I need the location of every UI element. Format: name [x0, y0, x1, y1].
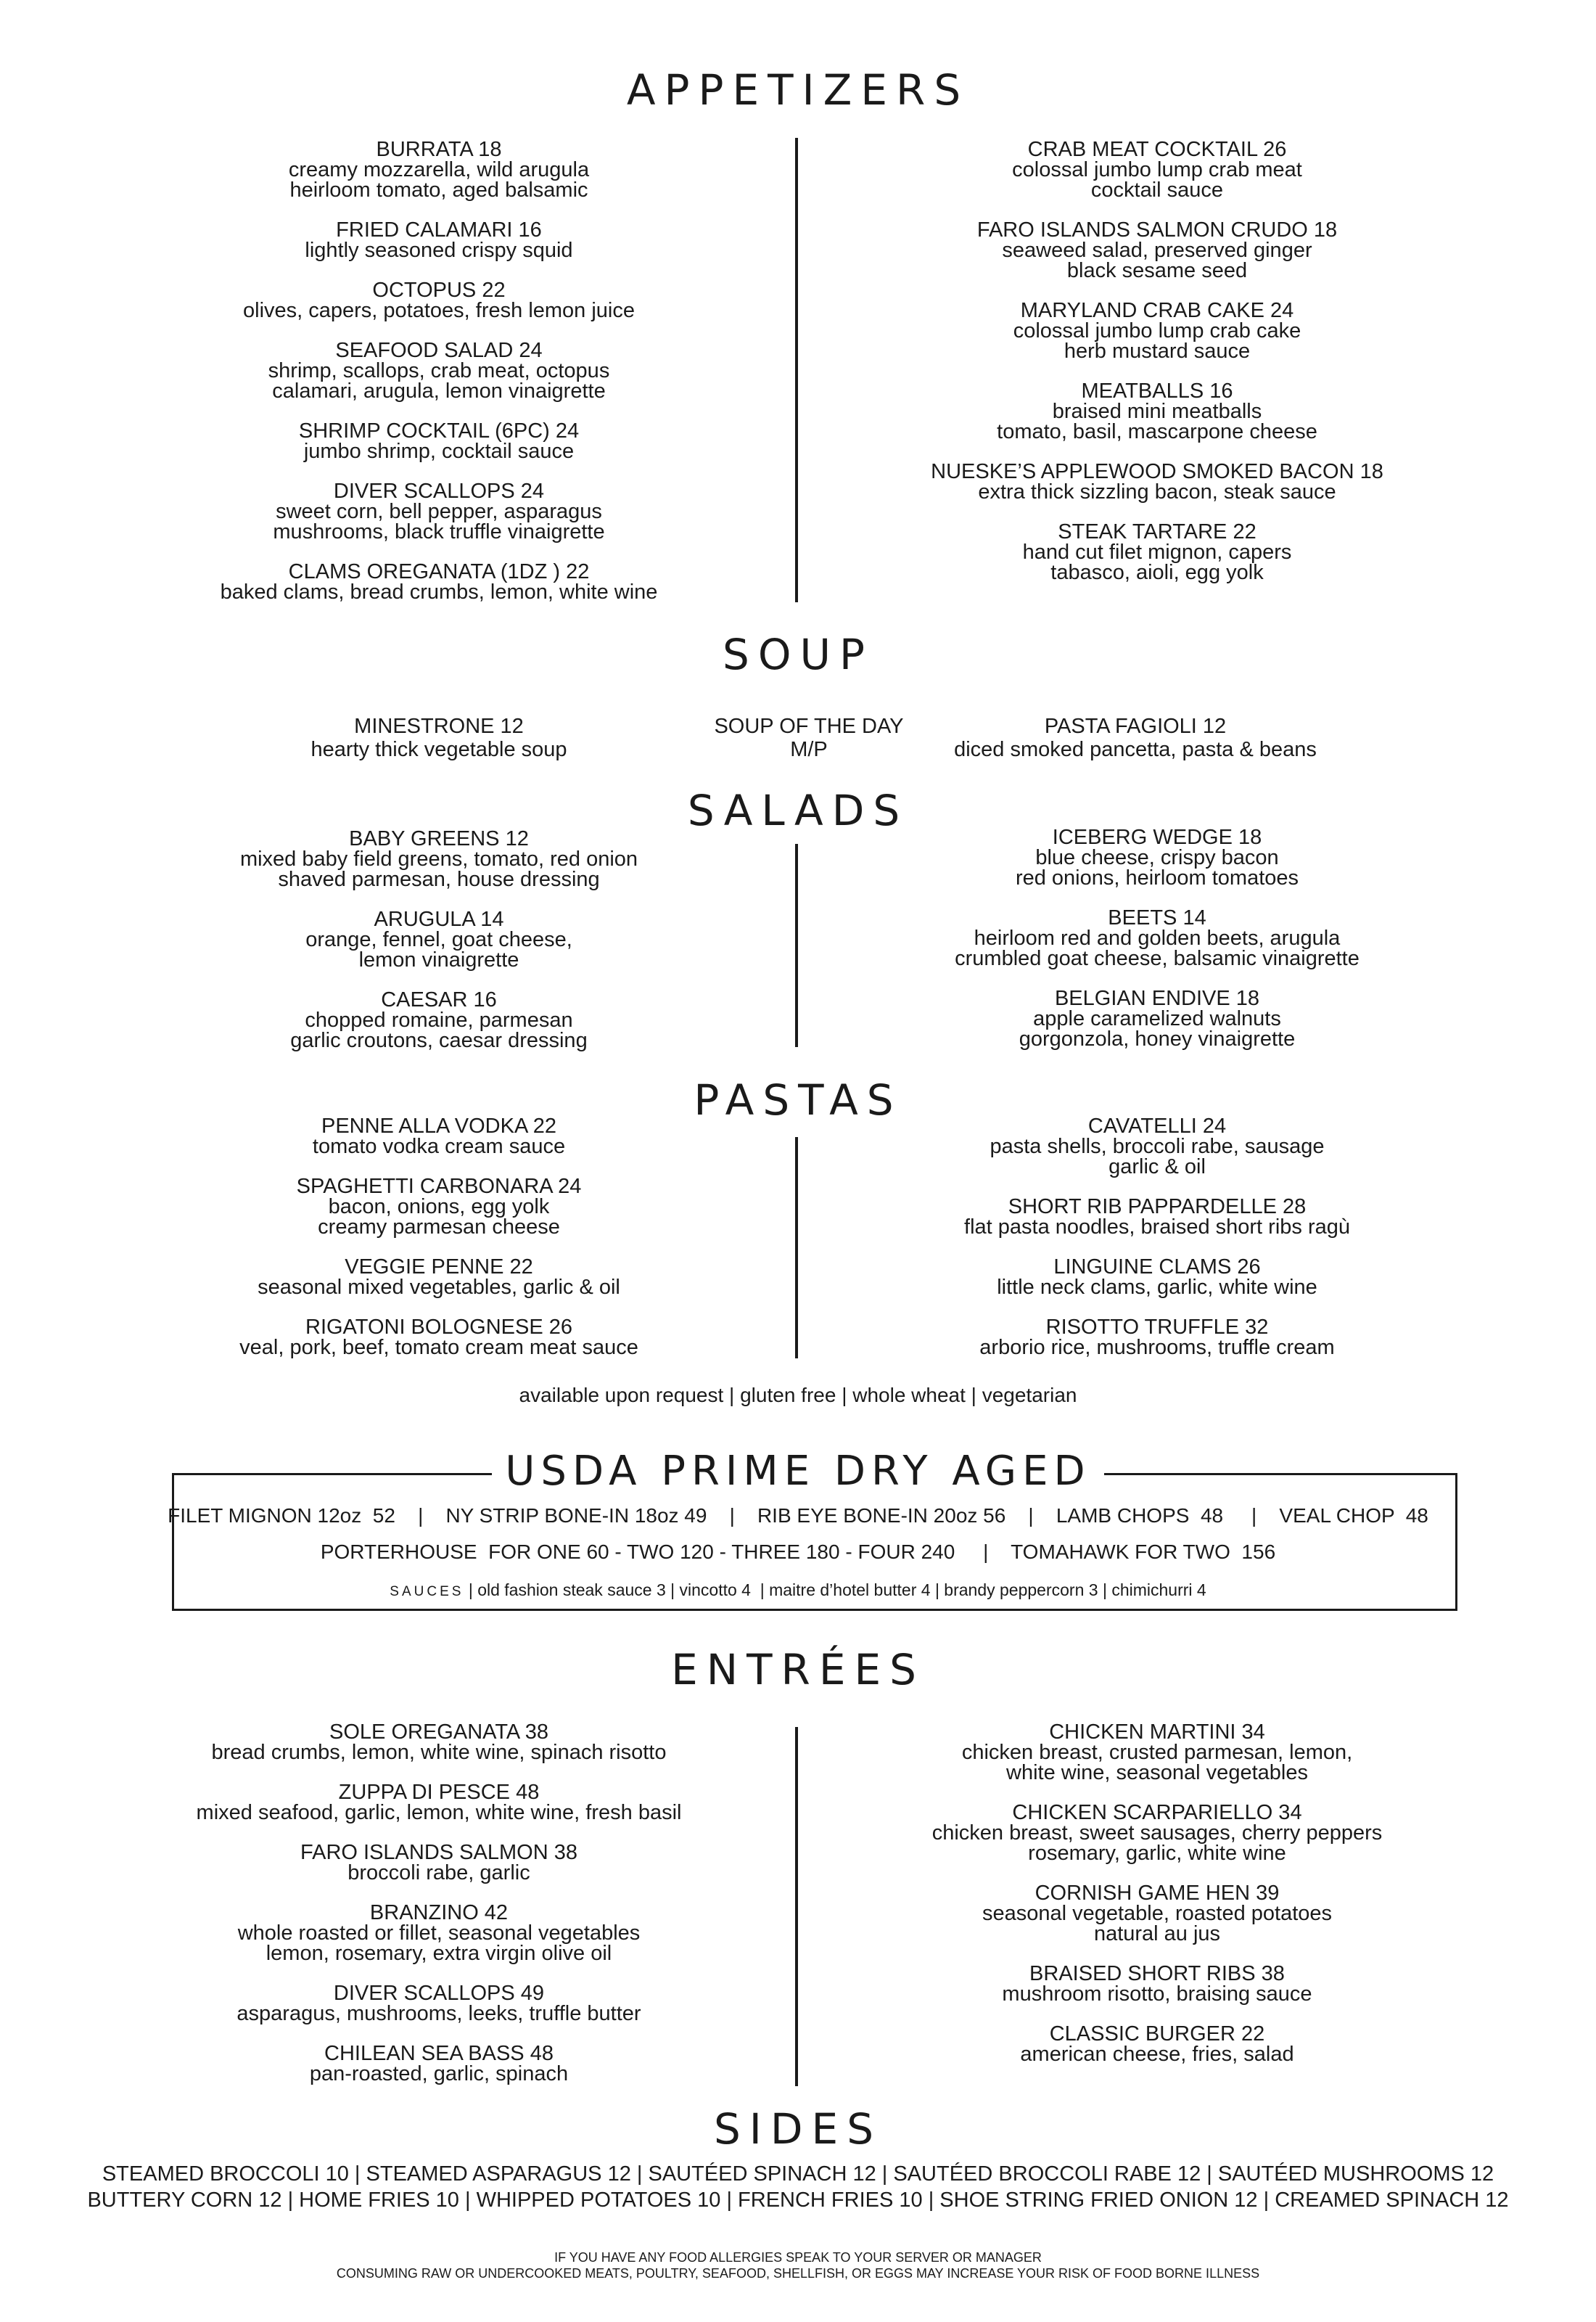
menu-item-description: garlic & oil — [1108, 1155, 1206, 1178]
entrees-right-column — [860, 1722, 1455, 2084]
menu-item — [145, 1782, 733, 1823]
menu-item-name: BURRATA 18 — [376, 138, 502, 161]
appetizers-right-column — [860, 139, 1455, 602]
menu-item-name: CAESAR 16 — [381, 988, 497, 1012]
menu-item-name: CLAMS OREGANATA (1DZ ) 22 — [288, 560, 590, 583]
menu-item-description: chicken breast, sweet sausages, cherry peppers — [931, 1821, 1383, 1845]
menu-item — [860, 1883, 1455, 1944]
menu-item-name: STEAK TARTARE 22 — [1058, 520, 1256, 543]
menu-item-description: mushrooms, black truffle vinaigrette — [273, 520, 605, 543]
sauces-label: SAUCES — [390, 1584, 464, 1599]
menu-item — [145, 139, 733, 200]
prime-steaks-row-1: FILET MIGNON 12oz 52 | NY STRIP BONE-IN 18oz 49 | RIB EYE BONE-IN 20oz 56 | LAMB CHOPS 48 | VEAL CHOP 48 — [168, 1504, 1428, 1527]
menu-item-description: black sesame seed — [1066, 259, 1248, 282]
menu-item-name: CLASSIC BURGER 22 — [1049, 2022, 1265, 2046]
menu-item-description: tomato, basil, mascarpone cheese — [997, 420, 1317, 443]
pastas-heading: PASTAS — [694, 1075, 902, 1125]
menu-item-description: chicken breast, crusted parmesan, lemon, — [961, 1741, 1353, 1764]
menu-item-description: mushroom risotto, braising sauce — [1002, 1982, 1312, 2006]
menu-item-description: chopped romaine, parmesan — [305, 1009, 573, 1032]
menu-item — [145, 1983, 733, 2024]
menu-item — [860, 1116, 1455, 1177]
menu-item-description: broccoli rabe, garlic — [347, 1861, 530, 1884]
salads-left-column — [145, 829, 733, 1070]
menu-item — [860, 1257, 1455, 1297]
menu-item — [145, 1842, 733, 1883]
menu-item-description: flat pasta noodles, braised short ribs ragù — [964, 1215, 1350, 1239]
menu-item-name: RISOTTO TRUFFLE 32 — [1045, 1316, 1269, 1339]
menu-item — [145, 340, 733, 401]
soup-item-desc: M/P — [790, 738, 828, 761]
menu-item — [860, 988, 1455, 1049]
menu-item — [145, 990, 733, 1051]
soup-item-name: PASTA FAGIOLI 12 — [1044, 715, 1227, 738]
menu-item-description: seaweed salad, preserved ginger — [1002, 239, 1312, 262]
menu-item-name: SOLE OREGANATA 38 — [329, 1720, 548, 1744]
menu-item — [145, 562, 733, 602]
menu-item-name: BEETS 14 — [1108, 906, 1206, 930]
menu-item-description: white wine, seasonal vegetables — [1006, 1761, 1308, 1784]
menu-item-description: calamari, arugula, lemon vinaigrette — [272, 380, 606, 403]
footer-allergy-line: IF YOU HAVE ANY FOOD ALLERGIES SPEAK TO YOUR SERVER OR MANAGER — [554, 2250, 1042, 2265]
menu-item-name: ARUGULA 14 — [374, 908, 504, 931]
menu-item-description: pasta shells, broccoli rabe, sausage — [990, 1135, 1325, 1158]
menu-item-description: olives, capers, potatoes, fresh lemon juice — [243, 299, 635, 322]
menu-item — [860, 827, 1455, 888]
menu-item-name: ZUPPA DI PESCE 48 — [338, 1781, 540, 1804]
menu-item-description: shrimp, scallops, crab meat, octopus — [268, 359, 610, 382]
menu-item-description: whole roasted or fillet, seasonal vegetables — [237, 1921, 641, 1945]
prime-sauces-row — [0, 1580, 1596, 1600]
menu-item-name: LINGUINE CLAMS 26 — [1053, 1255, 1261, 1279]
menu-item-description: lemon vinaigrette — [358, 948, 519, 972]
pastas-left-column — [145, 1116, 733, 1377]
menu-item-description: pan-roasted, garlic, spinach — [309, 2062, 569, 2085]
appetizers-heading: APPETIZERS — [626, 65, 970, 115]
menu-item-description: lemon, rosemary, extra virgin olive oil — [266, 1942, 612, 1965]
menu-item-description: red onions, heirloom tomatoes — [1015, 866, 1299, 890]
entrees-divider — [795, 1727, 798, 2086]
menu-item-name: FARO ISLANDS SALMON 38 — [300, 1841, 577, 1864]
menu-item-description: american cheese, fries, salad — [1020, 2043, 1294, 2066]
menu-item-description: shaved parmesan, house dressing — [278, 868, 600, 891]
sides-row-2: BUTTERY CORN 12 | HOME FRIES 10 | WHIPPED POTATOES 10 | FRENCH FRIES 10 | SHOE STRING FRIED ONION 12 | CREAMED SPINACH 12 — [87, 2188, 1509, 2212]
menu-item-description: arborio rice, mushrooms, truffle cream — [979, 1336, 1335, 1359]
menu-item-description: lightly seasoned crispy squid — [305, 239, 573, 262]
sides-heading: SIDES — [713, 2104, 883, 2154]
menu-item — [860, 1197, 1455, 1237]
menu-item-name: MARYLAND CRAB CAKE 24 — [1020, 299, 1294, 322]
menu-item-name: ICEBERG WEDGE 18 — [1052, 826, 1262, 849]
menu-item — [145, 1317, 733, 1358]
menu-item-name: NUESKE’S APPLEWOOD SMOKED BACON 18 — [931, 460, 1383, 483]
pastas-right-column — [860, 1116, 1455, 1377]
menu-item-description: seasonal mixed vegetables, garlic & oil — [258, 1276, 620, 1299]
menu-item-description: seasonal vegetable, roasted potatoes — [982, 1902, 1333, 1925]
menu-item-name: PENNE ALLA VODKA 22 — [321, 1115, 556, 1138]
menu-item — [860, 1802, 1455, 1863]
menu-item-name: RIGATONI BOLOGNESE 26 — [305, 1316, 572, 1339]
salads-right-column — [860, 827, 1455, 1069]
soup-item-desc: hearty thick vegetable soup — [310, 738, 567, 761]
menu-item — [860, 139, 1455, 200]
menu-item-description: colossal jumbo lump crab cake — [1013, 319, 1301, 342]
menu-item — [145, 1722, 733, 1763]
menu-item — [860, 1317, 1455, 1358]
menu-item-description: gorgonzola, honey vinaigrette — [1019, 1027, 1296, 1051]
allergy-footer — [0, 2249, 1596, 2281]
menu-item-name: DIVER SCALLOPS 24 — [333, 480, 545, 503]
menu-item-description: mixed seafood, garlic, lemon, white wine, fresh basil — [196, 1801, 682, 1824]
menu-item — [145, 1903, 733, 1964]
menu-item-description: creamy mozzarella, wild arugula — [288, 158, 590, 181]
menu-item — [145, 280, 733, 321]
soup-item-name: MINESTRONE 12 — [354, 715, 524, 738]
menu-item — [860, 1964, 1455, 2004]
menu-item-description: colossal jumbo lump crab meat — [1012, 158, 1302, 181]
menu-item-description: rosemary, garlic, white wine — [1028, 1842, 1286, 1865]
menu-item-name: SEAFOOD SALAD 24 — [335, 339, 543, 362]
menu-item-description: tomato vodka cream sauce — [312, 1135, 566, 1158]
salads-divider — [795, 844, 798, 1047]
menu-item-name: SHRIMP COCKTAIL (6PC) 24 — [298, 419, 580, 443]
menu-item-description: little neck clams, garlic, white wine — [997, 1276, 1317, 1299]
entrees-heading: ENTRÉES — [671, 1645, 925, 1694]
footer-raw-food-warning: CONSUMING RAW OR UNDERCOOKED MEATS, POULTRY, SEAFOOD, SHELLFISH, OR EGGS MAY INCREASE YOUR RISK OF FOOD BORNE ILLNESS — [336, 2266, 1260, 2281]
menu-item-description: herb mustard sauce — [1064, 340, 1251, 363]
menu-item-name: CHICKEN MARTINI 34 — [1049, 1720, 1265, 1744]
menu-item-name: BABY GREENS 12 — [349, 827, 529, 850]
menu-item-description: apple caramelized walnuts — [1033, 1007, 1281, 1030]
menu-item — [145, 481, 733, 542]
menu-item-name: SPAGHETTI CARBONARA 24 — [296, 1175, 582, 1198]
menu-item-name: DIVER SCALLOPS 49 — [333, 1982, 545, 2005]
menu-item-description: blue cheese, crispy bacon — [1035, 846, 1279, 869]
menu-item — [145, 220, 733, 260]
pastas-divider — [795, 1137, 798, 1358]
menu-item-name: MEATBALLS 16 — [1081, 380, 1233, 403]
menu-item-description: crumbled goat cheese, balsamic vinaigrette — [955, 947, 1360, 970]
menu-item — [860, 1722, 1455, 1783]
menu-item-name: BRANZINO 42 — [369, 1901, 509, 1924]
menu-item-description: asparagus, mushrooms, leeks, truffle butter — [236, 2002, 641, 2025]
menu-item — [860, 522, 1455, 583]
menu-item-name: SHORT RIB PAPPARDELLE 28 — [1008, 1195, 1307, 1218]
menu-item — [145, 829, 733, 890]
menu-item-description: extra thick sizzling bacon, steak sauce — [978, 480, 1336, 504]
menu-item-description: orange, fennel, goat cheese, — [305, 928, 572, 951]
menu-item — [860, 908, 1455, 969]
menu-item — [145, 909, 733, 970]
menu-item-name: BELGIAN ENDIVE 18 — [1054, 987, 1260, 1010]
menu-item-description: tabasco, aioli, egg yolk — [1050, 561, 1264, 584]
menu-item-name: CHICKEN SCARPARIELLO 34 — [1012, 1801, 1302, 1824]
prime-title — [0, 1448, 1596, 1495]
menu-item-description: bread crumbs, lemon, white wine, spinach risotto — [211, 1741, 667, 1764]
menu-item — [860, 381, 1455, 442]
menu-item-description: cocktail sauce — [1090, 179, 1224, 202]
menu-item-name: CRAB MEAT COCKTAIL 26 — [1027, 138, 1287, 161]
menu-item — [860, 220, 1455, 281]
menu-item — [145, 421, 733, 461]
prime-steaks-row-2: PORTERHOUSE FOR ONE 60 - TWO 120 - THREE 180 - FOUR 240 | TOMAHAWK FOR TWO 156 — [320, 1541, 1276, 1563]
prime-title-text: USDA PRIME DRY AGED — [492, 1448, 1103, 1495]
soup-item-desc: diced smoked pancetta, pasta & beans — [954, 738, 1317, 761]
menu-item — [145, 1116, 733, 1157]
menu-item — [145, 1257, 733, 1297]
soup-item-name: SOUP OF THE DAY — [714, 715, 904, 738]
menu-item-description: mixed baby field greens, tomato, red onion — [239, 848, 638, 871]
sauces-list: | old fashion steak sauce 3 | vincotto 4 | maitre d’hotel butter 4 | brandy peppercorn 3 | chimichurri 4 — [464, 1580, 1206, 1599]
menu-item-name: OCTOPUS 22 — [372, 279, 506, 302]
menu-item-description: heirloom tomato, aged balsamic — [289, 179, 588, 202]
menu-item-description: bacon, onions, egg yolk — [328, 1195, 550, 1218]
soup-item-pasta-fagioli — [881, 715, 1389, 761]
menu-item — [145, 1176, 733, 1237]
menu-item-description: braised mini meatballs — [1052, 400, 1262, 423]
menu-item-name: VEGGIE PENNE 22 — [345, 1255, 533, 1279]
menu-item-name: CHILEAN SEA BASS 48 — [324, 2042, 554, 2065]
menu-item-description: heirloom red and golden beets, arugula — [974, 927, 1341, 950]
menu-item-name: FRIED CALAMARI 16 — [336, 218, 542, 242]
menu-item-description: jumbo shrimp, cocktail sauce — [303, 440, 575, 463]
sides-row-1: STEAMED BROCCOLI 10 | STEAMED ASPARAGUS 12 | SAUTÉED SPINACH 12 | SAUTÉED BROCCOLI RABE 12 | SAUTÉED MUSHROOMS 12 — [102, 2162, 1494, 2186]
entrees-left-column — [145, 1722, 733, 2104]
menu-item-name: FARO ISLANDS SALMON CRUDO 18 — [976, 218, 1338, 242]
menu-item-description: natural au jus — [1093, 1922, 1221, 1945]
menu-item — [860, 300, 1455, 361]
menu-item-description: hand cut filet mignon, capers — [1022, 541, 1292, 564]
soup-item-minestrone — [221, 715, 657, 761]
pastas-dietary-note: available upon request | gluten free | whole wheat | vegetarian — [519, 1384, 1077, 1406]
menu-item-description: veal, pork, beef, tomato cream meat sauce — [239, 1336, 638, 1359]
menu-item-name: CAVATELLI 24 — [1087, 1115, 1227, 1138]
appetizers-divider — [795, 138, 798, 602]
menu-item-description: sweet corn, bell pepper, asparagus — [276, 500, 602, 523]
menu-item-name: BRAISED SHORT RIBS 38 — [1029, 1962, 1285, 1985]
appetizers-left-column — [145, 139, 733, 622]
menu-item-description: baked clams, bread crumbs, lemon, white wine — [220, 580, 658, 604]
menu-item — [860, 461, 1455, 502]
menu-item-name: CORNISH GAME HEN 39 — [1034, 1882, 1280, 1905]
menu-item — [145, 2043, 733, 2084]
soup-heading: SOUP — [723, 630, 873, 679]
salads-heading: SALADS — [687, 786, 909, 835]
menu-item-description: garlic croutons, caesar dressing — [290, 1029, 588, 1052]
menu-item-description: creamy parmesan cheese — [318, 1215, 560, 1239]
menu-item — [860, 2024, 1455, 2064]
